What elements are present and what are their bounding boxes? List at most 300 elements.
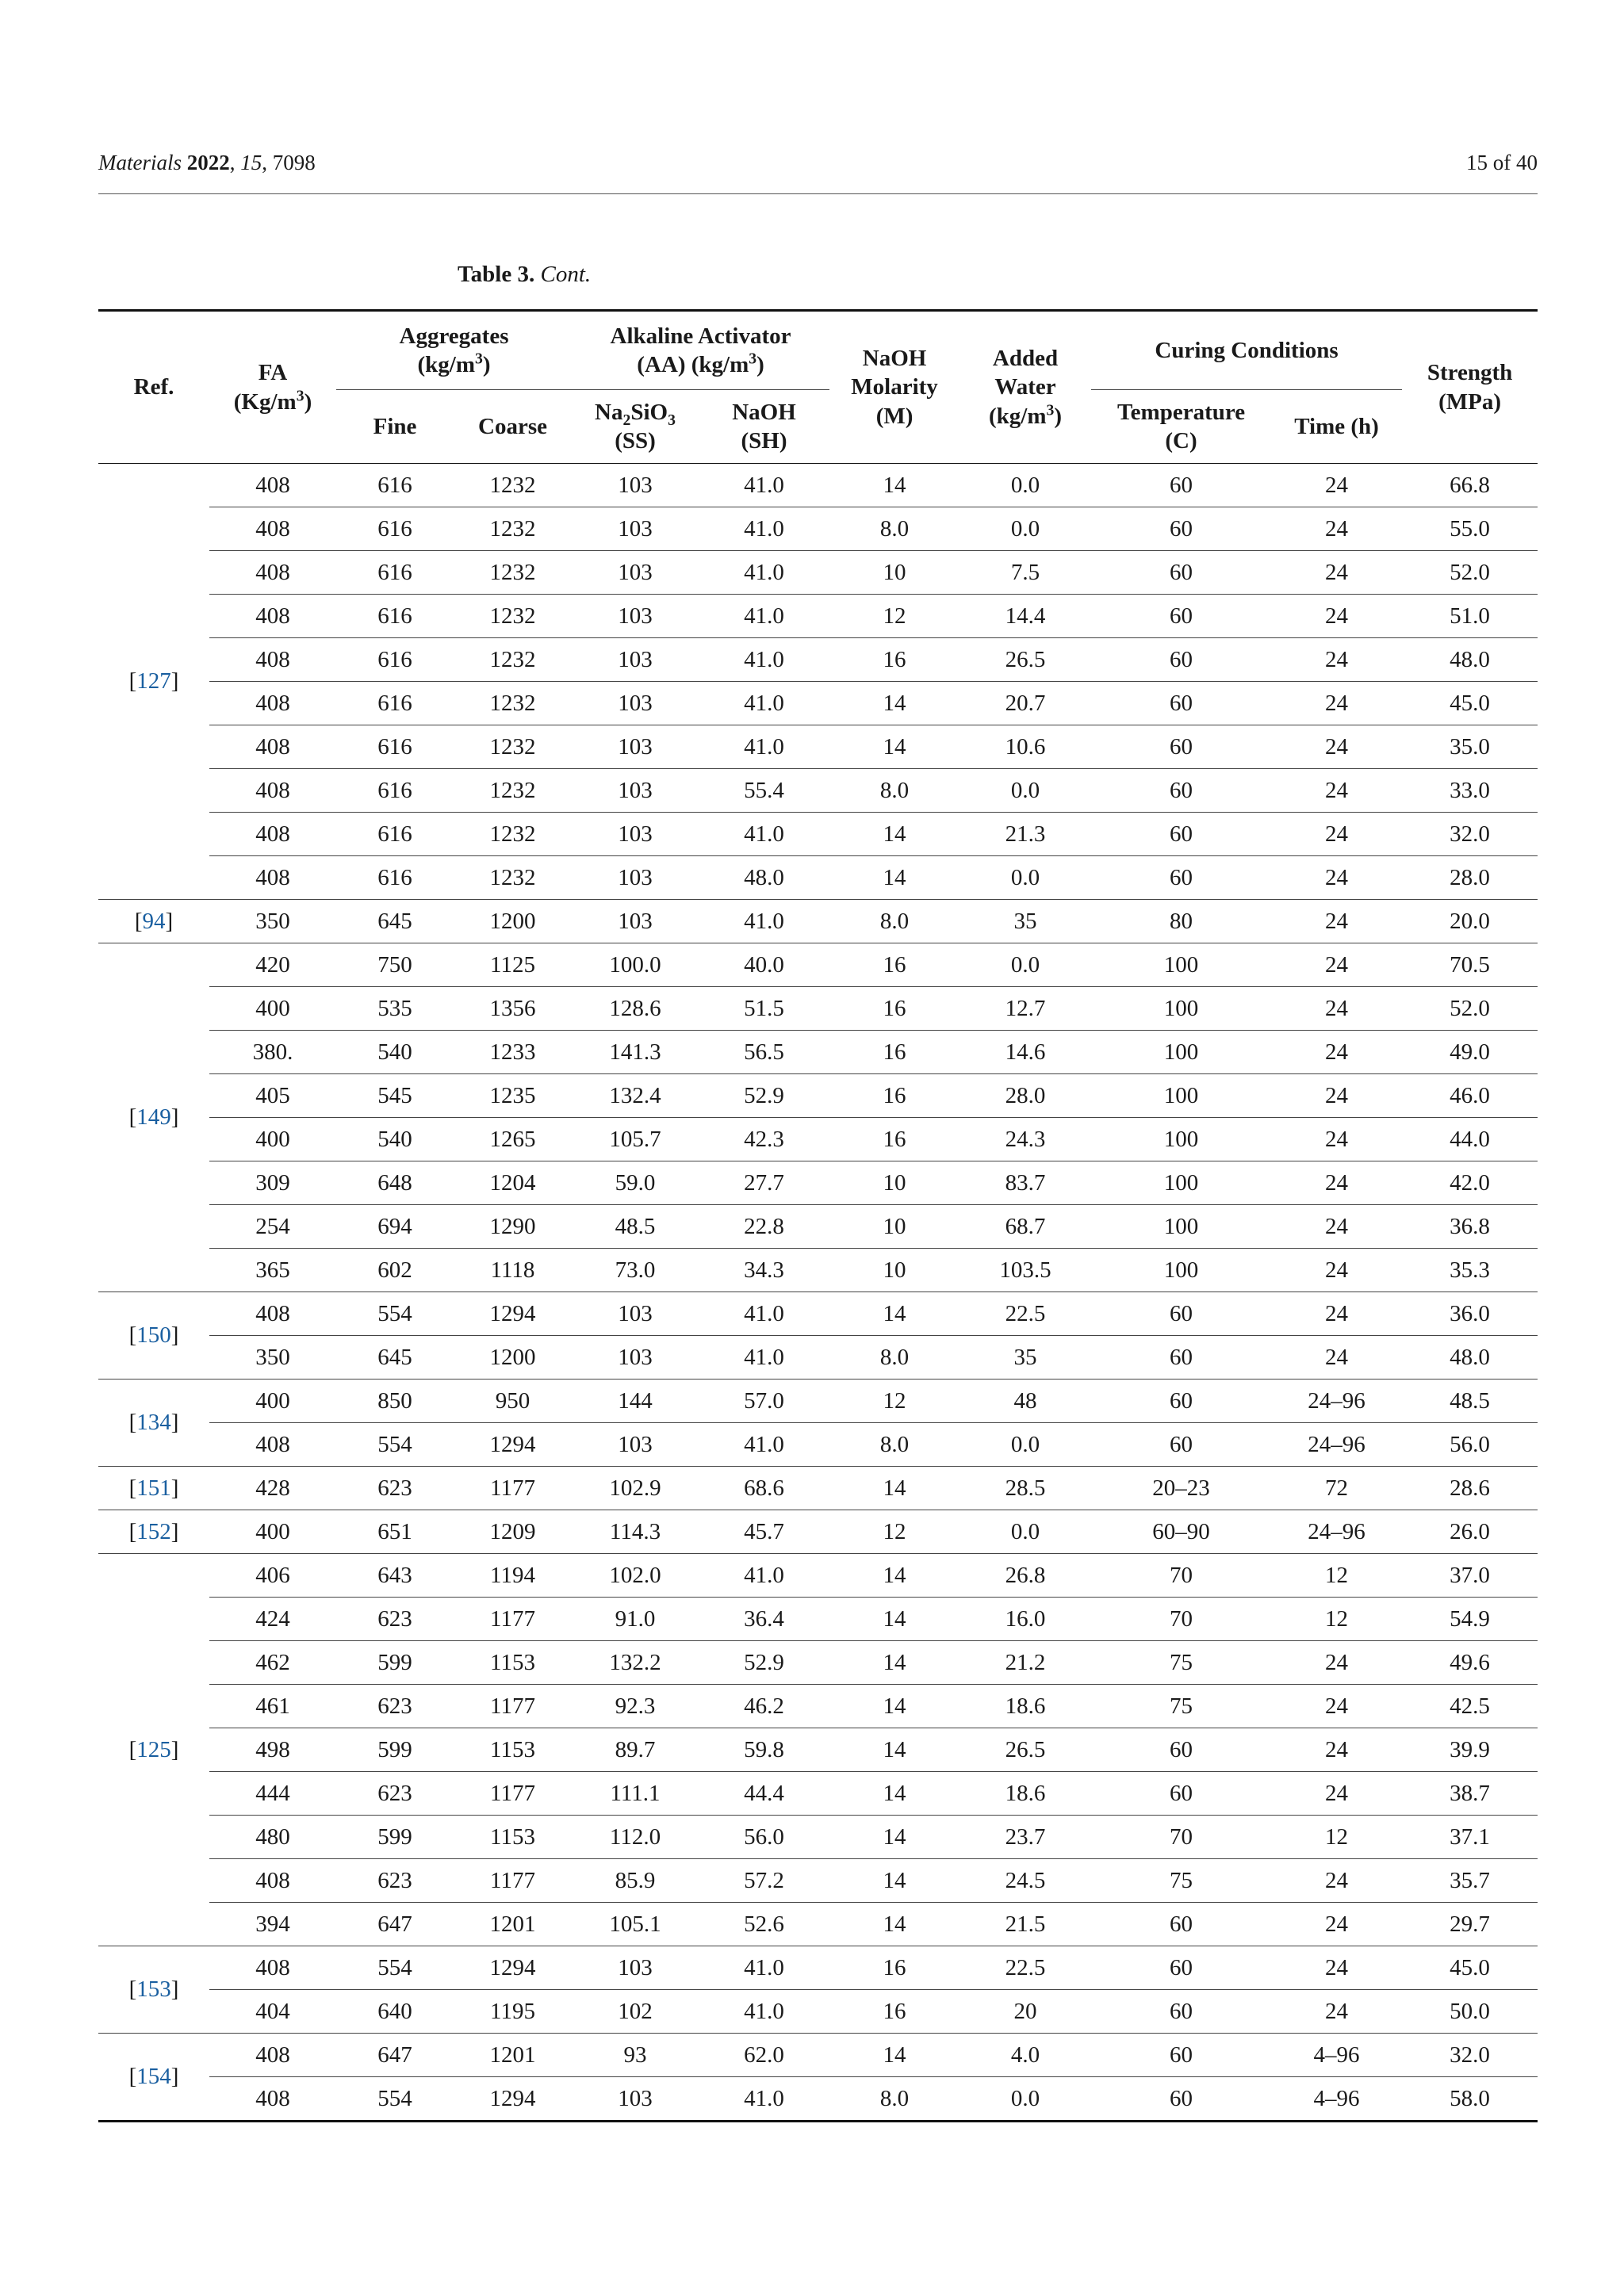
header-ref: Ref. xyxy=(98,311,209,464)
header-time: Time (h) xyxy=(1271,390,1402,464)
cell-added-water: 0.0 xyxy=(959,464,1091,507)
ref-cell: [153] xyxy=(98,1946,209,2034)
cell-time: 24 xyxy=(1271,464,1402,507)
header-temperature: Temperature (C) xyxy=(1091,390,1271,464)
cell-molarity: 14 xyxy=(829,1554,959,1598)
cell-added-water: 0.0 xyxy=(959,769,1091,813)
cell-naoh: 62.0 xyxy=(699,2034,829,2077)
cell-na2sio3: 59.0 xyxy=(572,1161,699,1205)
cell-na2sio3: 103 xyxy=(572,507,699,551)
cell-fa: 394 xyxy=(209,1903,336,1946)
cell-na2sio3: 132.4 xyxy=(572,1074,699,1118)
cell-strength: 37.0 xyxy=(1402,1554,1538,1598)
table-row xyxy=(98,2077,1538,2122)
cell-temperature: 100 xyxy=(1091,1205,1271,1249)
cell-fine: 554 xyxy=(336,2077,454,2122)
cell-time: 24 xyxy=(1271,1292,1402,1336)
cell-molarity: 12 xyxy=(829,1510,959,1554)
cell-time: 24 xyxy=(1271,507,1402,551)
cell-temperature: 60 xyxy=(1091,464,1271,507)
cell-coarse: 1232 xyxy=(454,856,572,900)
cell-temperature: 60 xyxy=(1091,595,1271,638)
cell-coarse: 1356 xyxy=(454,987,572,1031)
cell-molarity: 16 xyxy=(829,943,959,987)
cell-naoh: 41.0 xyxy=(699,813,829,856)
table-row xyxy=(98,551,1538,595)
cell-temperature: 60 xyxy=(1091,769,1271,813)
cell-strength: 33.0 xyxy=(1402,769,1538,813)
cell-added-water: 26.8 xyxy=(959,1554,1091,1598)
cell-na2sio3: 102.0 xyxy=(572,1554,699,1598)
cell-na2sio3: 112.0 xyxy=(572,1816,699,1859)
header-strength: Strength (MPa) xyxy=(1402,311,1538,464)
cell-naoh: 56.5 xyxy=(699,1031,829,1074)
cell-added-water: 21.3 xyxy=(959,813,1091,856)
cell-temperature: 60 xyxy=(1091,725,1271,769)
cell-molarity: 16 xyxy=(829,1074,959,1118)
journal-volume: 15 xyxy=(240,151,262,174)
cell-time: 24 xyxy=(1271,1772,1402,1816)
cell-fa: 408 xyxy=(209,1946,336,1990)
reference-link[interactable]: 151 xyxy=(136,1475,171,1501)
cell-coarse: 1125 xyxy=(454,943,572,987)
cell-time: 24 xyxy=(1271,1074,1402,1118)
ref-cell: [150] xyxy=(98,1292,209,1380)
cell-naoh: 41.0 xyxy=(699,551,829,595)
cell-fa: 400 xyxy=(209,987,336,1031)
cell-molarity: 14 xyxy=(829,1816,959,1859)
cell-added-water: 35 xyxy=(959,900,1091,943)
cell-molarity: 16 xyxy=(829,638,959,682)
cell-time: 24 xyxy=(1271,1641,1402,1685)
cell-coarse: 1153 xyxy=(454,1641,572,1685)
cell-molarity: 10 xyxy=(829,1205,959,1249)
cell-naoh: 41.0 xyxy=(699,1423,829,1467)
cell-fine: 616 xyxy=(336,551,454,595)
table-row xyxy=(98,464,1538,507)
cell-naoh: 22.8 xyxy=(699,1205,829,1249)
cell-fa: 350 xyxy=(209,1336,336,1380)
table-cont: Cont. xyxy=(540,262,592,287)
table-row xyxy=(98,1161,1538,1205)
cell-fa: 408 xyxy=(209,1292,336,1336)
cell-strength: 38.7 xyxy=(1402,1772,1538,1816)
header-naoh-sh: NaOH (SH) xyxy=(699,390,829,464)
cell-temperature: 60 xyxy=(1091,1903,1271,1946)
table-row xyxy=(98,1292,1538,1336)
cell-temperature: 60 xyxy=(1091,1292,1271,1336)
cell-coarse: 1195 xyxy=(454,1990,572,2034)
cell-molarity: 14 xyxy=(829,1728,959,1772)
cell-na2sio3: 103 xyxy=(572,900,699,943)
cell-strength: 42.5 xyxy=(1402,1685,1538,1728)
cell-added-water: 18.6 xyxy=(959,1685,1091,1728)
cell-strength: 50.0 xyxy=(1402,1990,1538,2034)
cell-time: 24 xyxy=(1271,638,1402,682)
cell-naoh: 48.0 xyxy=(699,856,829,900)
cell-molarity: 16 xyxy=(829,1946,959,1990)
table-row xyxy=(98,507,1538,551)
cell-fa: 498 xyxy=(209,1728,336,1772)
reference-link[interactable]: 125 xyxy=(136,1736,171,1762)
cell-added-water: 21.2 xyxy=(959,1641,1091,1685)
cell-na2sio3: 100.0 xyxy=(572,943,699,987)
cell-fa: 480 xyxy=(209,1816,336,1859)
table-row xyxy=(98,1423,1538,1467)
cell-na2sio3: 128.6 xyxy=(572,987,699,1031)
cell-naoh: 45.7 xyxy=(699,1510,829,1554)
cell-added-water: 83.7 xyxy=(959,1161,1091,1205)
cell-time: 24 xyxy=(1271,551,1402,595)
cell-temperature: 60 xyxy=(1091,638,1271,682)
cell-strength: 58.0 xyxy=(1402,2077,1538,2122)
cell-fine: 648 xyxy=(336,1161,454,1205)
cell-coarse: 1232 xyxy=(454,507,572,551)
cell-fa: 365 xyxy=(209,1249,336,1292)
cell-fa: 405 xyxy=(209,1074,336,1118)
cell-added-water: 12.7 xyxy=(959,987,1091,1031)
cell-molarity: 8.0 xyxy=(829,1423,959,1467)
cell-fine: 850 xyxy=(336,1380,454,1423)
table-row xyxy=(98,987,1538,1031)
table-row xyxy=(98,1249,1538,1292)
cell-molarity: 8.0 xyxy=(829,769,959,813)
cell-fa: 461 xyxy=(209,1685,336,1728)
cell-fa: 400 xyxy=(209,1380,336,1423)
cell-strength: 28.0 xyxy=(1402,856,1538,900)
cell-naoh: 34.3 xyxy=(699,1249,829,1292)
cell-fine: 616 xyxy=(336,856,454,900)
cell-fine: 640 xyxy=(336,1990,454,2034)
cell-strength: 46.0 xyxy=(1402,1074,1538,1118)
ref-cell: [152] xyxy=(98,1510,209,1554)
cell-coarse: 1153 xyxy=(454,1728,572,1772)
cell-na2sio3: 103 xyxy=(572,769,699,813)
cell-fa: 380. xyxy=(209,1031,336,1074)
cell-added-water: 28.0 xyxy=(959,1074,1091,1118)
cell-temperature: 70 xyxy=(1091,1554,1271,1598)
cell-strength: 48.0 xyxy=(1402,1336,1538,1380)
cell-strength: 28.6 xyxy=(1402,1467,1538,1510)
cell-added-water: 26.5 xyxy=(959,1728,1091,1772)
cell-added-water: 0.0 xyxy=(959,943,1091,987)
cell-coarse: 950 xyxy=(454,1380,572,1423)
cell-fa: 428 xyxy=(209,1467,336,1510)
cell-molarity: 16 xyxy=(829,1118,959,1161)
cell-fa: 408 xyxy=(209,1423,336,1467)
table-row xyxy=(98,1031,1538,1074)
ref-cell: [94] xyxy=(98,900,209,943)
reference-link[interactable]: 134 xyxy=(136,1410,171,1435)
cell-time: 24–96 xyxy=(1271,1423,1402,1467)
cell-added-water: 14.6 xyxy=(959,1031,1091,1074)
cell-fine: 554 xyxy=(336,1292,454,1336)
cell-coarse: 1177 xyxy=(454,1467,572,1510)
cell-naoh: 59.8 xyxy=(699,1728,829,1772)
cell-coarse: 1209 xyxy=(454,1510,572,1554)
table-row xyxy=(98,856,1538,900)
table-row xyxy=(98,1598,1538,1641)
cell-fa: 400 xyxy=(209,1118,336,1161)
table-row xyxy=(98,682,1538,725)
cell-fa: 408 xyxy=(209,682,336,725)
table-row xyxy=(98,1728,1538,1772)
cell-time: 24 xyxy=(1271,1946,1402,1990)
cell-time: 12 xyxy=(1271,1598,1402,1641)
page-number: 15 of 40 xyxy=(1466,151,1538,174)
table-row xyxy=(98,769,1538,813)
cell-added-water: 24.3 xyxy=(959,1118,1091,1161)
cell-fine: 651 xyxy=(336,1510,454,1554)
cell-coarse: 1294 xyxy=(454,2077,572,2122)
cell-time: 24 xyxy=(1271,1990,1402,2034)
cell-coarse: 1177 xyxy=(454,1859,572,1903)
header-na2sio3: $Na_2SiO_3$ (SS) xyxy=(572,390,699,464)
cell-temperature: 20–23 xyxy=(1091,1467,1271,1510)
cell-coarse: 1232 xyxy=(454,725,572,769)
cell-naoh: 41.0 xyxy=(699,1292,829,1336)
cell-added-water: 21.5 xyxy=(959,1903,1091,1946)
cell-time: 24 xyxy=(1271,813,1402,856)
cell-temperature: 100 xyxy=(1091,1118,1271,1161)
cell-time: 24 xyxy=(1271,725,1402,769)
cell-coarse: 1294 xyxy=(454,1946,572,1990)
article-number: 7098 xyxy=(272,151,316,174)
cell-fa: 408 xyxy=(209,464,336,507)
cell-added-water: 68.7 xyxy=(959,1205,1091,1249)
cell-strength: 49.6 xyxy=(1402,1641,1538,1685)
cell-strength: 66.8 xyxy=(1402,464,1538,507)
cell-molarity: 16 xyxy=(829,1990,959,2034)
cell-fine: 540 xyxy=(336,1031,454,1074)
cell-fa: 400 xyxy=(209,1510,336,1554)
cell-coarse: 1177 xyxy=(454,1598,572,1641)
cell-fine: 599 xyxy=(336,1816,454,1859)
cell-na2sio3: 103 xyxy=(572,856,699,900)
table-row xyxy=(98,1510,1538,1554)
cell-temperature: 60 xyxy=(1091,682,1271,725)
table-row xyxy=(98,595,1538,638)
table-row xyxy=(98,1467,1538,1510)
cell-fa: 408 xyxy=(209,725,336,769)
cell-molarity: 14 xyxy=(829,1859,959,1903)
cell-added-water: 0.0 xyxy=(959,856,1091,900)
cell-time: 24 xyxy=(1271,987,1402,1031)
cell-fine: 554 xyxy=(336,1423,454,1467)
cell-naoh: 51.5 xyxy=(699,987,829,1031)
reference-link[interactable]: 150 xyxy=(136,1322,171,1348)
cell-time: 24 xyxy=(1271,1903,1402,1946)
cell-naoh: 41.0 xyxy=(699,507,829,551)
cell-time: 12 xyxy=(1271,1554,1402,1598)
cell-temperature: 60 xyxy=(1091,2077,1271,2122)
cell-fine: 599 xyxy=(336,1728,454,1772)
cell-molarity: 12 xyxy=(829,1380,959,1423)
cell-added-water: 0.0 xyxy=(959,1423,1091,1467)
cell-time: 24 xyxy=(1271,595,1402,638)
table-row xyxy=(98,2034,1538,2077)
cell-molarity: 14 xyxy=(829,464,959,507)
cell-fa: 444 xyxy=(209,1772,336,1816)
cell-temperature: 60 xyxy=(1091,1336,1271,1380)
cell-naoh: 41.0 xyxy=(699,1336,829,1380)
header-alkaline-activator: Alkaline Activator (AA) $(kg/m^3)$ xyxy=(572,311,829,390)
cell-fa: 309 xyxy=(209,1161,336,1205)
cell-na2sio3: 73.0 xyxy=(572,1249,699,1292)
cell-fa: 408 xyxy=(209,813,336,856)
cell-naoh: 56.0 xyxy=(699,1816,829,1859)
cell-na2sio3: 103 xyxy=(572,1292,699,1336)
ref-cell: [127] xyxy=(98,464,209,900)
cell-fine: 554 xyxy=(336,1946,454,1990)
cell-coarse: 1232 xyxy=(454,769,572,813)
cell-fa: 408 xyxy=(209,595,336,638)
cell-naoh: 52.9 xyxy=(699,1641,829,1685)
cell-strength: 56.0 xyxy=(1402,1423,1538,1467)
cell-time: 24 xyxy=(1271,900,1402,943)
reference-link[interactable]: 127 xyxy=(136,668,171,694)
cell-added-water: 16.0 xyxy=(959,1598,1091,1641)
cell-na2sio3: 103 xyxy=(572,551,699,595)
cell-molarity: 14 xyxy=(829,725,959,769)
cell-coarse: 1294 xyxy=(454,1423,572,1467)
cell-na2sio3: 103 xyxy=(572,1946,699,1990)
cell-fa: 406 xyxy=(209,1554,336,1598)
cell-coarse: 1177 xyxy=(454,1772,572,1816)
cell-temperature: 60 xyxy=(1091,1772,1271,1816)
table-row xyxy=(98,1554,1538,1598)
cell-strength: 36.0 xyxy=(1402,1292,1538,1336)
cell-naoh: 57.2 xyxy=(699,1859,829,1903)
cell-na2sio3: 103 xyxy=(572,464,699,507)
cell-time: 24–96 xyxy=(1271,1380,1402,1423)
cell-added-water: 35 xyxy=(959,1336,1091,1380)
cell-added-water: 103.5 xyxy=(959,1249,1091,1292)
cell-fine: 616 xyxy=(336,725,454,769)
cell-strength: 55.0 xyxy=(1402,507,1538,551)
cell-added-water: 0.0 xyxy=(959,2077,1091,2122)
cell-na2sio3: 103 xyxy=(572,2077,699,2122)
cell-fa: 408 xyxy=(209,2077,336,2122)
cell-naoh: 27.7 xyxy=(699,1161,829,1205)
reference-link[interactable]: 94 xyxy=(142,908,166,934)
cell-time: 24 xyxy=(1271,1118,1402,1161)
journal-name: Materials xyxy=(98,151,182,174)
cell-coarse: 1118 xyxy=(454,1249,572,1292)
cell-fine: 623 xyxy=(336,1772,454,1816)
cell-fa: 408 xyxy=(209,507,336,551)
cell-time: 12 xyxy=(1271,1816,1402,1859)
cell-strength: 44.0 xyxy=(1402,1118,1538,1161)
cell-molarity: 16 xyxy=(829,987,959,1031)
cell-fine: 645 xyxy=(336,1336,454,1380)
reference-link[interactable]: 153 xyxy=(136,1976,171,2002)
reference-link[interactable]: 154 xyxy=(136,2064,171,2089)
cell-naoh: 44.4 xyxy=(699,1772,829,1816)
table-row xyxy=(98,900,1538,943)
cell-molarity: 8.0 xyxy=(829,900,959,943)
cell-naoh: 41.0 xyxy=(699,1554,829,1598)
cell-naoh: 41.0 xyxy=(699,682,829,725)
cell-time: 24 xyxy=(1271,1249,1402,1292)
cell-coarse: 1290 xyxy=(454,1205,572,1249)
cell-coarse: 1194 xyxy=(454,1554,572,1598)
header-fine: Fine xyxy=(336,390,454,464)
cell-molarity: 14 xyxy=(829,2034,959,2077)
cell-naoh: 55.4 xyxy=(699,769,829,813)
cell-na2sio3: 103 xyxy=(572,682,699,725)
cell-strength: 36.8 xyxy=(1402,1205,1538,1249)
cell-temperature: 60 xyxy=(1091,1380,1271,1423)
cell-fa: 408 xyxy=(209,551,336,595)
cell-na2sio3: 103 xyxy=(572,595,699,638)
cell-strength: 35.7 xyxy=(1402,1859,1538,1903)
cell-temperature: 80 xyxy=(1091,900,1271,943)
ref-cell: [134] xyxy=(98,1380,209,1467)
cell-naoh: 41.0 xyxy=(699,638,829,682)
cell-time: 24 xyxy=(1271,856,1402,900)
cell-fine: 616 xyxy=(336,638,454,682)
cell-molarity: 14 xyxy=(829,682,959,725)
reference-link[interactable]: 149 xyxy=(136,1104,171,1130)
cell-coarse: 1232 xyxy=(454,682,572,725)
cell-fa: 408 xyxy=(209,769,336,813)
cell-strength: 37.1 xyxy=(1402,1816,1538,1859)
cell-molarity: 10 xyxy=(829,1161,959,1205)
data-table xyxy=(98,309,1538,2122)
cell-naoh: 68.6 xyxy=(699,1467,829,1510)
cell-molarity: 14 xyxy=(829,1292,959,1336)
cell-fine: 750 xyxy=(336,943,454,987)
cell-added-water: 22.5 xyxy=(959,1946,1091,1990)
cell-strength: 20.0 xyxy=(1402,900,1538,943)
cell-temperature: 100 xyxy=(1091,1249,1271,1292)
cell-added-water: 22.5 xyxy=(959,1292,1091,1336)
cell-strength: 48.5 xyxy=(1402,1380,1538,1423)
cell-fine: 602 xyxy=(336,1249,454,1292)
cell-coarse: 1232 xyxy=(454,464,572,507)
ref-cell: [154] xyxy=(98,2034,209,2122)
cell-strength: 42.0 xyxy=(1402,1161,1538,1205)
cell-naoh: 46.2 xyxy=(699,1685,829,1728)
cell-fa: 420 xyxy=(209,943,336,987)
cell-molarity: 8.0 xyxy=(829,507,959,551)
cell-fine: 643 xyxy=(336,1554,454,1598)
cell-temperature: 60 xyxy=(1091,1946,1271,1990)
cell-temperature: 60 xyxy=(1091,551,1271,595)
cell-naoh: 41.0 xyxy=(699,1946,829,1990)
cell-naoh: 41.0 xyxy=(699,595,829,638)
table-row xyxy=(98,1946,1538,1990)
cell-fa: 404 xyxy=(209,1990,336,2034)
cell-strength: 32.0 xyxy=(1402,2034,1538,2077)
cell-added-water: 24.5 xyxy=(959,1859,1091,1903)
table-row xyxy=(98,1816,1538,1859)
cell-time: 24 xyxy=(1271,1728,1402,1772)
cell-temperature: 60 xyxy=(1091,507,1271,551)
cell-coarse: 1204 xyxy=(454,1161,572,1205)
ref-cell: [151] xyxy=(98,1467,209,1510)
cell-coarse: 1294 xyxy=(454,1292,572,1336)
table-row xyxy=(98,1990,1538,2034)
cell-na2sio3: 141.3 xyxy=(572,1031,699,1074)
ref-cell: [125] xyxy=(98,1554,209,1946)
reference-link[interactable]: 152 xyxy=(136,1518,171,1544)
cell-na2sio3: 103 xyxy=(572,1336,699,1380)
cell-molarity: 12 xyxy=(829,595,959,638)
cell-added-water: 4.0 xyxy=(959,2034,1091,2077)
cell-na2sio3: 103 xyxy=(572,725,699,769)
